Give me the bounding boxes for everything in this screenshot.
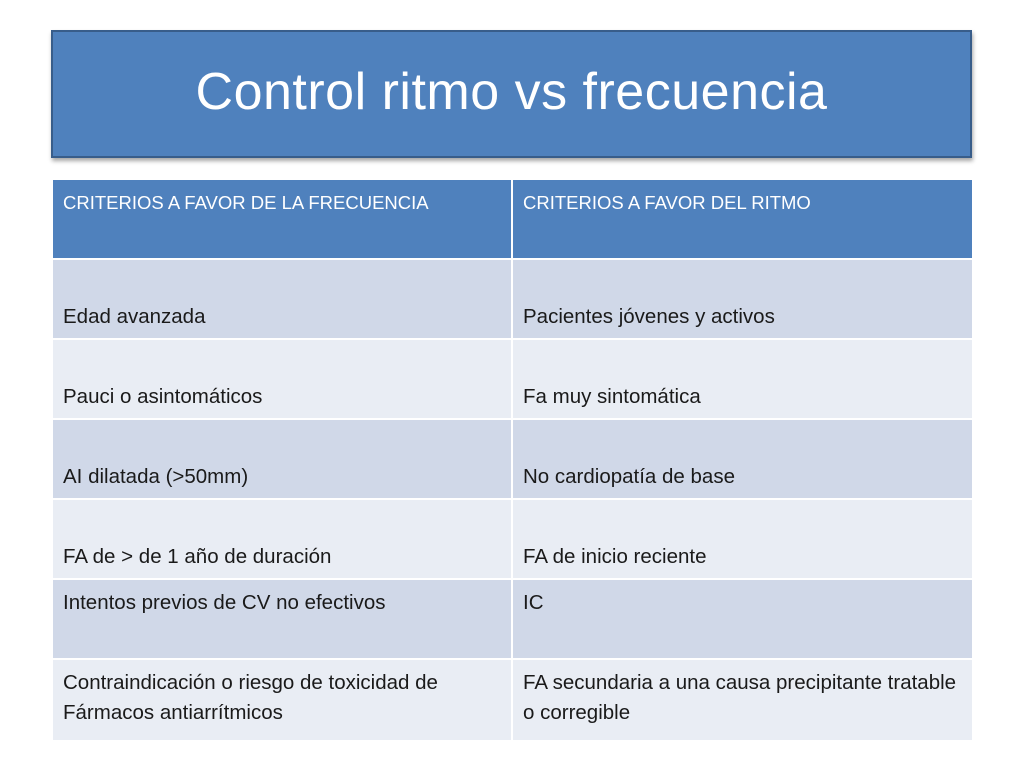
header-cell-rhythm: CRITERIOS A FAVOR DEL RITMO — [512, 179, 973, 259]
table-row — [52, 339, 973, 419]
table-cell-frequency: Intentos previos de CV no efectivos — [52, 579, 512, 659]
table-cell-frequency: Edad avanzada — [52, 259, 512, 339]
table-row — [52, 579, 973, 659]
table-cell-frequency: AI dilatada (>50mm) — [52, 419, 512, 499]
table-cell-frequency: FA de > de 1 año de duración — [52, 499, 512, 579]
table-row — [52, 499, 973, 579]
table-cell-rhythm: IC — [512, 579, 973, 659]
table-cell-rhythm: Pacientes jóvenes y activos — [512, 259, 973, 339]
table-cell-rhythm: FA de inicio reciente — [512, 499, 973, 579]
table-row — [52, 419, 973, 499]
table-cell-rhythm: No cardiopatía de base — [512, 419, 973, 499]
table-cell-rhythm: FA secundaria a una causa precipitante tratable o corregible — [512, 659, 973, 741]
table-row — [52, 259, 973, 339]
slide-title: Control ritmo vs frecuencia — [195, 63, 828, 121]
title-banner — [51, 30, 972, 158]
header-cell-frequency: CRITERIOS A FAVOR DE LA FRECUENCIA — [52, 179, 512, 259]
table-header-row — [52, 179, 973, 259]
table-cell-rhythm: Fa muy sintomática — [512, 339, 973, 419]
table-row — [52, 659, 973, 741]
comparison-table — [51, 178, 974, 742]
table-cell-frequency: Contraindicación o riesgo de toxicidad de Fármacos antiarrítmicos — [52, 659, 512, 741]
table-cell-frequency: Pauci o asintomáticos — [52, 339, 512, 419]
